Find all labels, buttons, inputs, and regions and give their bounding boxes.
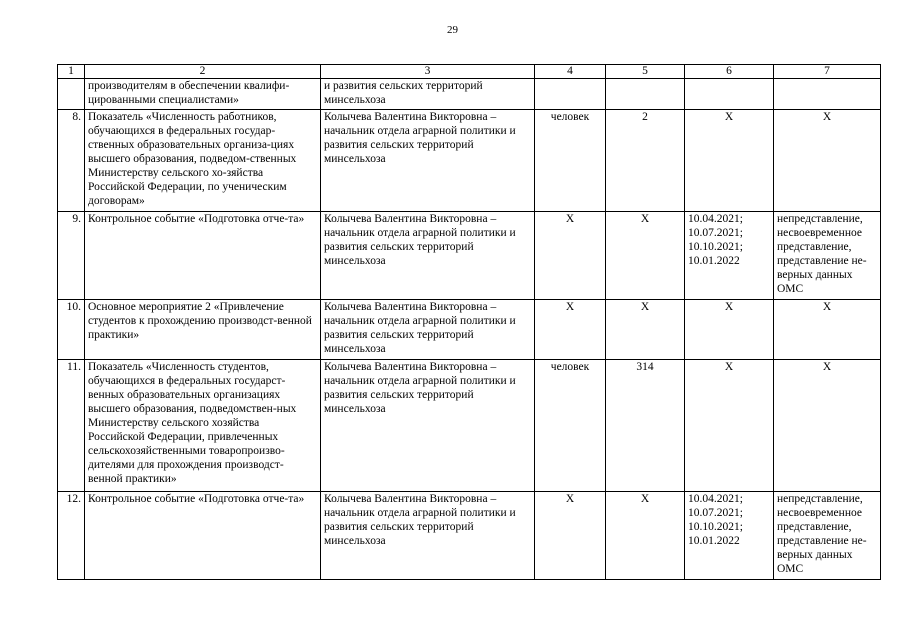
table-row (58, 79, 881, 110)
row-number (58, 79, 85, 110)
row-unit: человек (535, 360, 606, 492)
row-number: 12. (58, 492, 85, 580)
row-value: 2 (606, 110, 685, 212)
column-header: 2 (85, 65, 321, 79)
schedule-table (57, 64, 881, 580)
row-number: 11. (58, 360, 85, 492)
column-header: 5 (606, 65, 685, 79)
column-header: 4 (535, 65, 606, 79)
row-name: производителям в обеспечении квалифи-цированными специалистами» (85, 79, 321, 110)
column-header: 6 (685, 65, 774, 79)
row-unit (535, 79, 606, 110)
row-responsible: Колычева Валентина Викторовна – начальник отдела аграрной политики и развития сельских территорий минсельхоза (321, 110, 535, 212)
row-unit: X (535, 212, 606, 300)
table-row (58, 110, 881, 212)
table-row (58, 360, 881, 492)
row-number: 8. (58, 110, 85, 212)
row-unit: человек (535, 110, 606, 212)
row-date: X (685, 300, 774, 360)
row-responsible: Колычева Валентина Викторовна – начальник отдела аграрной политики и развития сельских территорий минсельхоза (321, 360, 535, 492)
row-unit: X (535, 300, 606, 360)
row-responsible: Колычева Валентина Викторовна – начальник отдела аграрной политики и развития сельских территорий минсельхоза (321, 300, 535, 360)
table-row (58, 492, 881, 580)
row-risk: X (774, 300, 881, 360)
row-name: Основное мероприятие 2 «Привлечение студентов к прохождению производст-венной практики» (85, 300, 321, 360)
row-risk: непредставление, несвоевременное представление, представление не-верных данных ОМС (774, 212, 881, 300)
row-number: 9. (58, 212, 85, 300)
row-date: 10.04.2021; 10.07.2021; 10.10.2021; 10.01.2022 (685, 492, 774, 580)
row-value: X (606, 300, 685, 360)
row-risk: непредставление, несвоевременное представление, представление не-верных данных ОМС (774, 492, 881, 580)
row-unit: X (535, 492, 606, 580)
row-risk: X (774, 360, 881, 492)
header-row (58, 65, 881, 79)
row-name: Контрольное событие «Подготовка отче-та» (85, 492, 321, 580)
column-header: 1 (58, 65, 85, 79)
table-row (58, 300, 881, 360)
row-responsible: и развития сельских территорий минсельхоза (321, 79, 535, 110)
row-responsible: Колычева Валентина Викторовна – начальник отдела аграрной политики и развития сельских территорий минсельхоза (321, 212, 535, 300)
row-risk (774, 79, 881, 110)
row-responsible: Колычева Валентина Викторовна – начальник отдела аграрной политики и развития сельских территорий минсельхоза (321, 492, 535, 580)
table-row (58, 212, 881, 300)
page-number: 29 (447, 24, 458, 36)
row-name: Контрольное событие «Подготовка отче-та» (85, 212, 321, 300)
row-name: Показатель «Численность работников, обучающихся в федеральных государ-ственных образовательных организа-циях высшего образования, подведом-ственных Министерству сельского хо-зяйства Российской Федерации, по ученическим договорам» (85, 110, 321, 212)
row-value: X (606, 492, 685, 580)
row-risk: X (774, 110, 881, 212)
row-value (606, 79, 685, 110)
row-date (685, 79, 774, 110)
column-header: 7 (774, 65, 881, 79)
row-date: X (685, 360, 774, 492)
row-number: 10. (58, 300, 85, 360)
row-name: Показатель «Численность студентов, обучающихся в федеральных государст-венных образовательных организациях высшего образования, подведомствен-ных Министерству сельского хозяйства Российской Федерации, привлеченных сельскохозяйственными товаропроизво-дителями для прохождения производст-венной практики» (85, 360, 321, 492)
row-date: X (685, 110, 774, 212)
row-date: 10.04.2021; 10.07.2021; 10.10.2021; 10.01.2022 (685, 212, 774, 300)
row-value: 314 (606, 360, 685, 492)
column-header: 3 (321, 65, 535, 79)
row-value: X (606, 212, 685, 300)
